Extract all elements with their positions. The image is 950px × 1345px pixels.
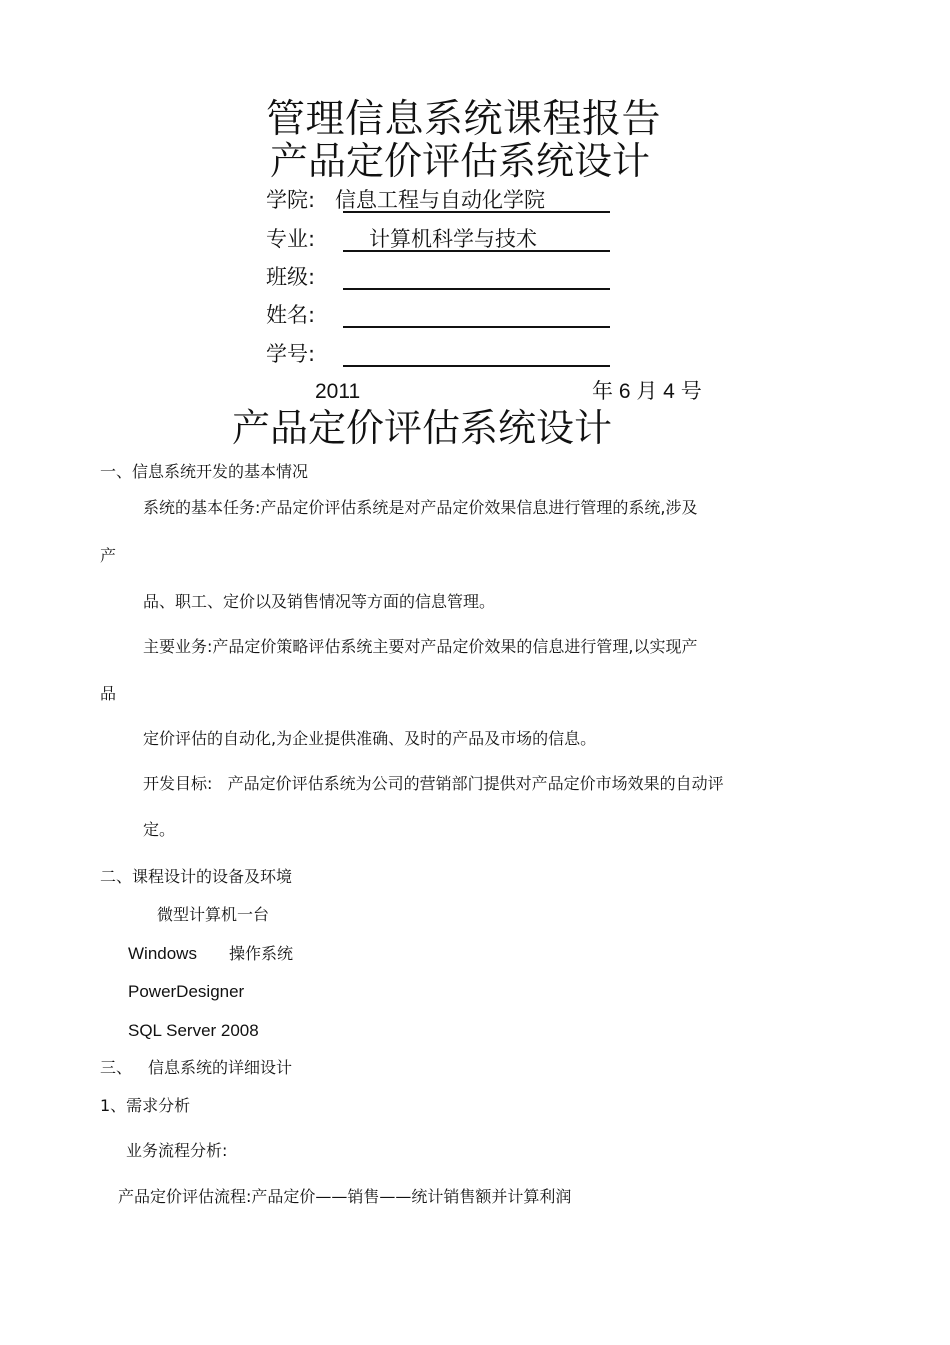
section1-business-line3: 定价评估的自动化,为企业提供准确、及时的产品及市场的信息。 bbox=[143, 729, 597, 748]
name-label: 姓名: bbox=[266, 303, 316, 327]
section1-goal-line2: 定。 bbox=[143, 820, 176, 839]
student-id-label: 学号: bbox=[266, 342, 316, 366]
section1-heading: 一、信息系统开发的基本情况 bbox=[100, 462, 309, 481]
business-flow-text: 产品定价评估流程:产品定价——销售——统计销售额并计算利润 bbox=[118, 1187, 572, 1206]
name-underline bbox=[343, 326, 610, 328]
section1-goal-line1: 开发目标: 产品定价评估系统为公司的营销部门提供对产品定价市场效果的自动评 bbox=[143, 774, 724, 793]
section3-heading-text: 信息系统的详细设计 bbox=[148, 1058, 293, 1077]
student-id-underline bbox=[343, 365, 610, 367]
env-item-powerdesigner: PowerDesigner bbox=[128, 982, 245, 1001]
major-underline bbox=[343, 250, 610, 252]
college-value: 信息工程与自动化学院 bbox=[335, 188, 545, 212]
requirements-heading: 1、需求分析 bbox=[100, 1096, 191, 1115]
section1-task-line1: 系统的基本任务:产品定价评估系统是对产品定价效果信息进行管理的系统,涉及 bbox=[143, 498, 698, 517]
section1-task-line3: 品、职工、定价以及销售情况等方面的信息管理。 bbox=[143, 592, 496, 611]
env-item-os-label: 操作系统 bbox=[229, 944, 294, 963]
env-item-sqlserver: SQL Server 2008 bbox=[128, 1021, 259, 1040]
section1-business-line1: 主要业务:产品定价策略评估系统主要对产品定价效果的信息进行管理,以实现产 bbox=[143, 637, 698, 656]
report-title: 管理信息系统课程报告 bbox=[266, 97, 662, 142]
section1-business-line2: 品 bbox=[100, 684, 117, 703]
env-item-computer: 微型计算机一台 bbox=[157, 905, 270, 924]
document-title: 产品定价评估系统设计 bbox=[232, 406, 613, 450]
class-label: 班级: bbox=[266, 265, 316, 289]
section1-task-line2: 产 bbox=[100, 546, 117, 565]
college-underline bbox=[343, 211, 610, 213]
class-underline bbox=[343, 288, 610, 290]
date-year: 2011 bbox=[315, 380, 361, 403]
section3-heading-number: 三、 bbox=[100, 1058, 133, 1077]
major-value: 计算机科学与技术 bbox=[369, 227, 537, 251]
business-flow-label: 业务流程分析: bbox=[126, 1141, 228, 1160]
section2-heading: 二、课程设计的设备及环境 bbox=[100, 867, 293, 886]
date-month-day: 年 6 月 4 号 bbox=[592, 380, 702, 403]
report-subtitle: 产品定价评估系统设计 bbox=[270, 139, 651, 183]
college-label: 学院: bbox=[266, 188, 316, 212]
env-item-windows: Windows bbox=[128, 944, 197, 963]
major-label: 专业: bbox=[266, 227, 316, 251]
